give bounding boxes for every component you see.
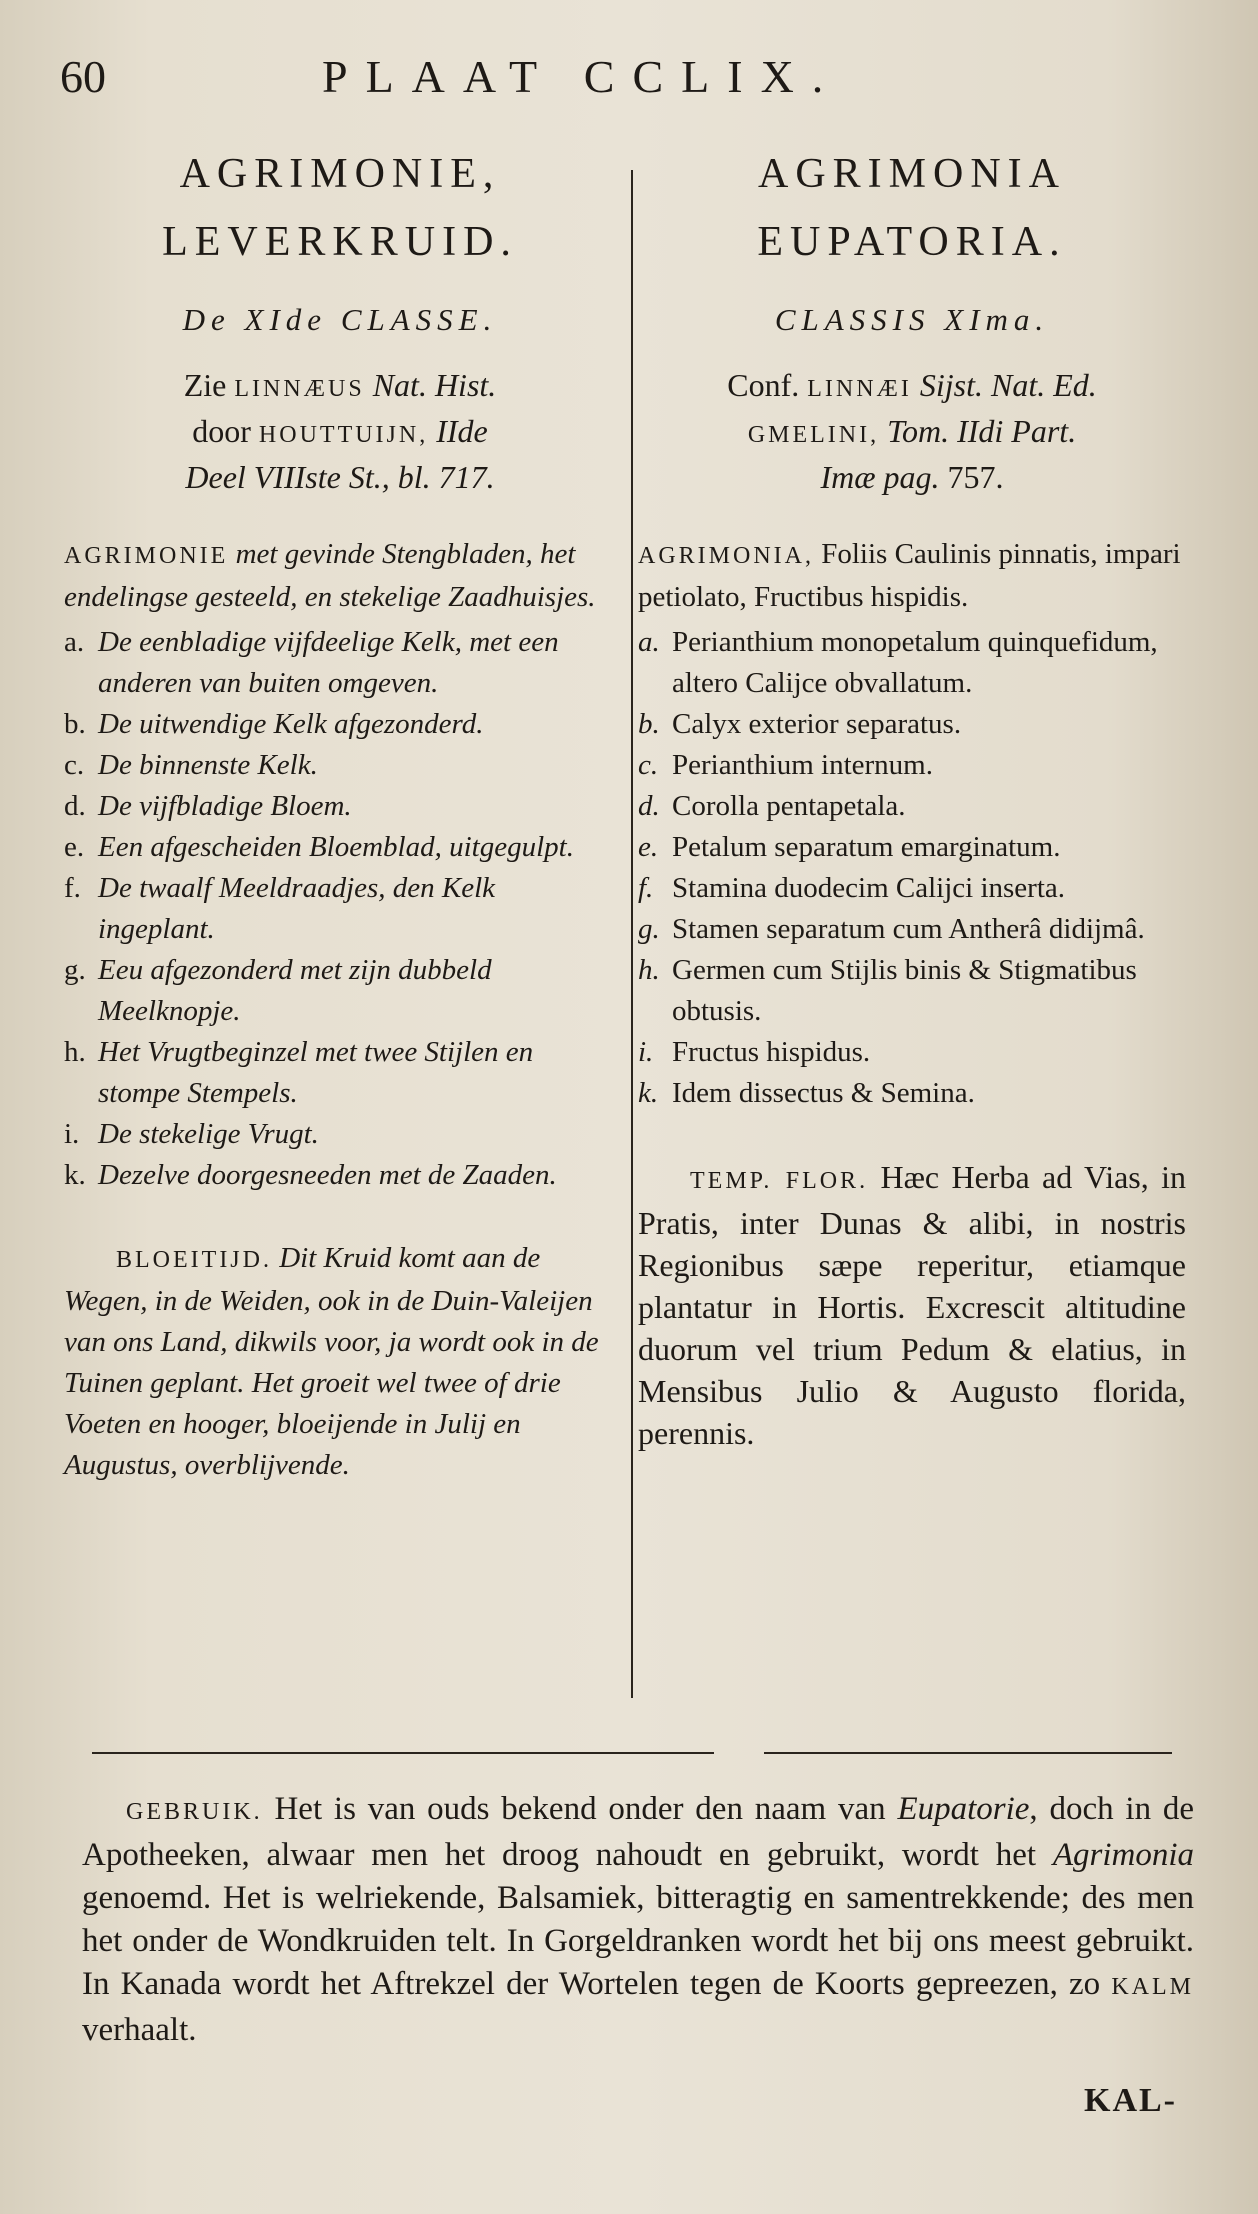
dutch-intro-head: AGRIMONIE [64,543,229,569]
item-label: i. [64,1118,80,1150]
ref-nat-hist: Nat. Hist. [372,367,497,403]
item-text: De eenbladige vijfdeelige Kelk, met een anderen van buiten omgeven. [98,626,559,699]
latin-classis-word: CLASSIS [774,302,931,337]
dutch-column [64,140,616,1486]
ref-linnaei: LINNÆI [807,376,912,402]
gebruik-text-3: genoemd. Het is welriekende, Balsamiek, bitteragtig en samentrekkende; des men het onder de Wondkruiden telt. In Gorgeldranken wordt het bij ons meest gebruikt. In Kanada wordt het Aftrekzel der Wortelen tegen de Koorts gepreezen, zo [82,1880,1194,2002]
ref-conf: Conf. [727,367,800,403]
ref-door: door [192,413,251,449]
page-number: 60 [60,51,106,102]
gebruik-eupatorie: Eupatorie [897,1791,1030,1827]
gebruik-text-2: , doch in de Apotheeken, alwaar men het droog nahoudt en gebruikt, wordt het [82,1791,1195,1873]
item-label: b. [638,708,660,740]
latin-intro-head: AGRIMONIA, [638,543,814,569]
latin-title-line1: AGRIMONIA [758,151,1066,197]
item-label: d. [638,790,660,822]
section-rule-right [764,1752,1172,1754]
list-item [638,1032,1186,1073]
dutch-description [64,534,616,618]
list-item [638,622,1186,704]
item-label: c. [64,749,85,781]
item-label: d. [64,790,86,822]
list-item [638,950,1186,1032]
item-label: a. [638,626,660,658]
list-item [64,704,616,745]
item-label: a. [64,626,85,658]
list-item [638,704,1186,745]
page-header [60,50,1220,120]
item-text: Germen cum Stijlis binis & Stigmatibus obtusis. [672,954,1137,1027]
item-label: e. [64,831,85,863]
gebruik-kalm: KALM [1111,1974,1195,2000]
item-text: De vijfbladige Bloem. [98,790,352,822]
item-label: h. [64,1036,86,1068]
catchword: KAL- [1084,2082,1177,2119]
item-text: Perianthium internum. [672,749,933,781]
list-item [64,622,616,704]
item-label: b. [64,708,86,740]
ref-linnaeus: LINNÆUS [234,376,365,402]
item-text: Stamen separatum cum Antherâ didijmâ. [672,913,1145,945]
ref-ilde: IIde [436,413,488,449]
ref-deel: Deel VIIIste St., [185,459,390,495]
item-text: Corolla pentapetala. [672,790,906,822]
ref-houttuijn: HOUTTUIJN, [258,422,429,448]
list-item [638,909,1186,950]
item-text: Idem dissectus & Semina. [672,1077,975,1109]
gebruik-paragraph [82,1788,1194,2052]
list-item [64,950,616,1032]
item-text: Calyx exterior separatus. [672,708,962,740]
ref-bl: bl. 717. [397,459,495,495]
ref-gmelini: GMELINI, [747,422,880,448]
item-label: h. [638,954,660,986]
latin-classis [638,300,1186,340]
latin-reference [638,364,1186,498]
latin-figure-list [638,622,1186,1114]
latin-title-line2: EUPATORIA. [757,219,1067,265]
item-label: k. [64,1159,86,1191]
dutch-reference [64,364,616,498]
list-item [638,1073,1186,1114]
item-text: Stamina duodecim Calijci inserta. [672,872,1066,904]
item-text: Een afgescheiden Bloemblad, uitgegulpt. [98,831,574,863]
bloeitijd-head: BLOEITIJD. [116,1247,272,1273]
latin-flowering-paragraph [638,1156,1186,1454]
list-item [64,868,616,950]
latin-intro-text: Foliis Caulinis pinnatis, impari petiolato, Fructibus hispidis. [638,538,1181,613]
section-rule-left [92,1752,714,1754]
item-label: f. [64,872,81,904]
item-text: De uitwendige Kelk afgezonderd. [98,708,484,740]
item-label: i. [638,1036,654,1068]
column-divider [631,170,633,1698]
item-text: Het Vrugtbeginzel met twee Stijlen en stompe Stempels. [98,1036,534,1109]
item-text: Eeu afgezonderd met zijn dubbeld Meelknopje. [98,954,492,1027]
list-item [64,786,616,827]
item-label: g. [64,954,86,986]
item-label: f. [638,872,654,904]
dutch-classe-prefix: De XIde [182,302,328,337]
list-item [64,745,616,786]
item-text: Perianthium monopetalum quinquefidum, altero Calijce obvallatum. [672,626,1158,699]
gebruik-head: GEBRUIK. [126,1799,263,1825]
list-item [64,1114,616,1155]
item-label: c. [638,749,659,781]
list-item [64,1155,616,1196]
dutch-intro-text: met gevinde Stengbladen, het endelingse gesteeld, en stekelige Zaadhuisjes. [64,538,596,613]
ref-tom: Tom. IIdi Part. [887,413,1077,449]
dutch-classe-word: CLASSE. [340,302,498,337]
list-item [64,1032,616,1114]
item-label: g. [638,913,660,945]
ref-zie: Zie [183,367,227,403]
gebruik-agrimonia: Agrimonia [1052,1837,1195,1873]
item-text: Dezelve doorgesneeden met de Zaaden. [98,1159,557,1191]
plate-title: PLAAT CCLIX. [322,51,842,102]
gebruik-text-1: Het is van ouds bekend onder den naam van [274,1791,886,1827]
latin-description [638,534,1186,618]
item-text: De stekelige Vrugt. [98,1118,319,1150]
ref-imae: Imæ pag. [820,459,940,495]
item-label: k. [638,1077,659,1109]
ref-sijst: Sijst. Nat. Ed. [919,367,1097,403]
list-item [64,827,616,868]
item-text: Fructus hispidus. [672,1036,871,1068]
gebruik-text-4: verhaalt. [82,2012,197,2048]
bloeitijd-text: Dit Kruid komt aan de Wegen, in de Weiden, ook in de Duin-Valeijen van ons Land, dikwils voor, ja wordt ook in de Tuinen geplant. Het groeit wel twee of drie Voeten en hooger, bloeijende in Julij en Augustus, overblijvende. [64,1242,599,1481]
dutch-figure-list [64,622,616,1196]
dutch-title-line2: LEVERKRUID. [162,219,518,265]
item-text: De twaalf Meeldraadjes, den Kelk ingeplant. [98,872,496,945]
item-text: De binnenste Kelk. [98,749,318,781]
dutch-classe [64,300,616,340]
dutch-title-line1: AGRIMONIE, [179,151,501,197]
list-item [638,786,1186,827]
ref-page: 757. [947,459,1004,495]
list-item [638,827,1186,868]
latin-column [638,140,1186,1454]
item-label: e. [638,831,659,863]
list-item [638,745,1186,786]
dutch-flowering-paragraph [64,1238,616,1486]
item-text: Petalum separatum emarginatum. [672,831,1061,863]
list-item [638,868,1186,909]
temp-flor-text: Hæc Herba ad Vias, in Pratis, inter Dunas & alibi, in nostris Regionibus sæpe reperitur, etiamque plantatur in Hortis. Excrescit altitudine duorum vel trium Pedum & elatius, in Mensibus Julio & Augusto florida, perennis. [638,1159,1187,1451]
latin-classis-suffix: XIma. [944,302,1050,337]
temp-flor-head: TEMP. FLOR. [690,1168,869,1194]
